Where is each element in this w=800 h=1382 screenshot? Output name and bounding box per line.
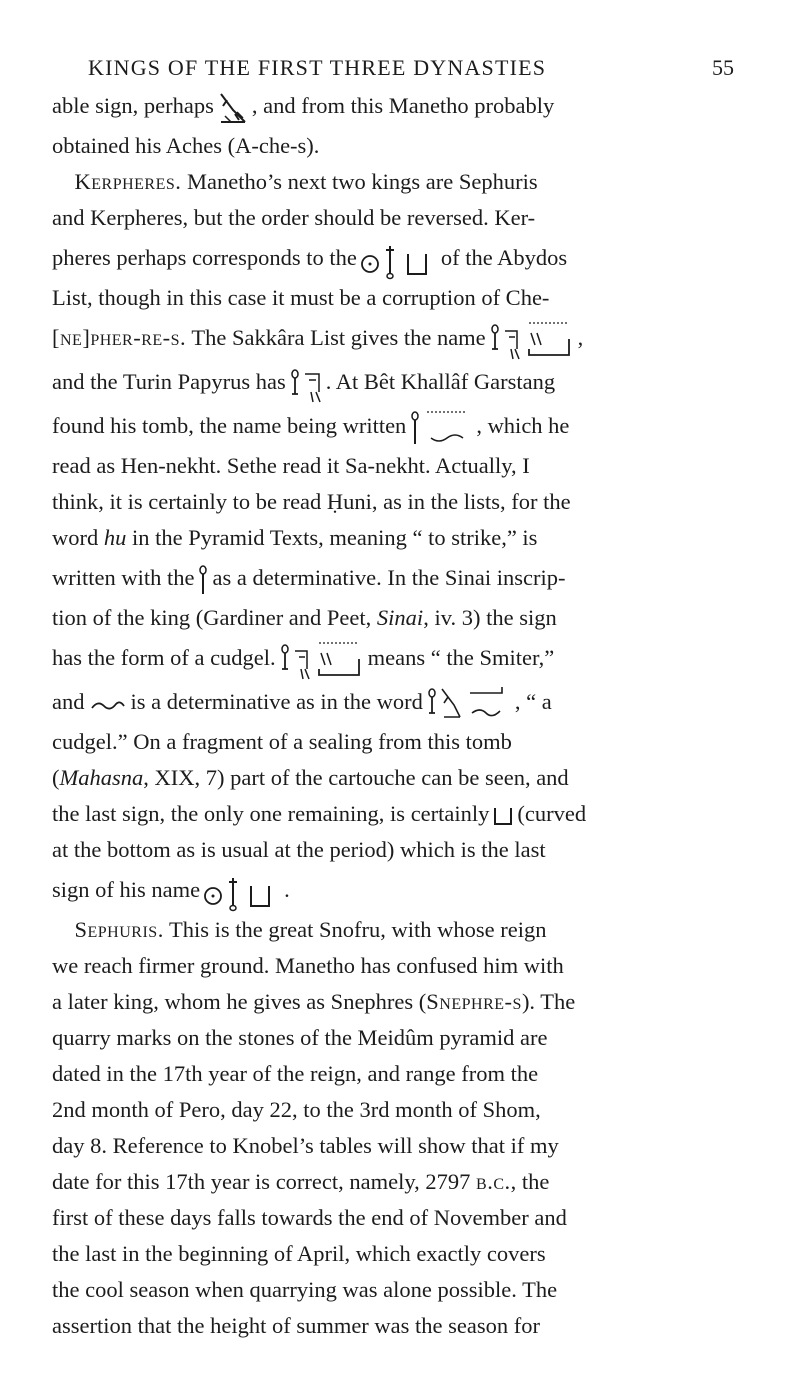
text-run: The Sakkâra List gives the name — [186, 325, 486, 350]
text-run: and — [52, 689, 85, 714]
text-run: we reach firmer ground. Manetho has confused him with — [52, 953, 564, 978]
text-run: , which he — [476, 413, 570, 438]
mace-water-group-icon — [409, 408, 473, 448]
text-run: ( — [52, 765, 60, 790]
text-run: the last in the beginning of April, which exactly covers — [52, 1241, 546, 1266]
text-run: word — [52, 525, 104, 550]
text-run: found his tomb, the name being written — [52, 413, 407, 438]
text-run: is a determinative as in the word — [130, 689, 423, 714]
text-run: and Kerpheres, but the order should be reversed. Ker- — [52, 205, 536, 230]
text-line — [52, 948, 738, 984]
text-line — [52, 1164, 738, 1200]
text-line — [52, 1236, 738, 1272]
text-run: hu — [103, 525, 127, 550]
text-line — [52, 680, 738, 724]
text-run: [ne]pher-re-s. — [52, 325, 187, 350]
sakkara-name-group-icon — [489, 319, 575, 361]
text-run: Mahasna — [59, 765, 144, 790]
text-run: b.c. — [476, 1169, 511, 1194]
text-run: as a determinative. In the Sinai inscrip- — [212, 565, 566, 590]
ka-arms-sign-icon — [217, 90, 249, 126]
text-line — [52, 84, 738, 128]
text-line — [52, 760, 738, 796]
text-line — [52, 360, 738, 404]
text-line — [52, 484, 738, 520]
text-line — [52, 556, 738, 600]
text-run: and the Turin Papyrus has — [52, 369, 286, 394]
text-line — [52, 128, 738, 164]
text-run: read as Hen-nekht. Sethe read it Sa-nekht. Actually, I — [52, 453, 530, 478]
text-line — [52, 404, 738, 448]
text-line — [52, 1092, 738, 1128]
text-run: 2nd month of Pero, day 22, to the 3rd month of Shom, — [52, 1097, 541, 1122]
text-line — [52, 1020, 738, 1056]
text-line — [52, 316, 738, 360]
text-line — [52, 200, 738, 236]
text-run: the last sign, the only one remaining, is certainly — [52, 801, 490, 826]
text-run: cudgel.” On a fragment of a sealing from this tomb — [52, 729, 512, 754]
text-line — [52, 448, 738, 484]
text-run: at the bottom as is usual at the period) which is the last — [52, 837, 546, 862]
text-line — [52, 236, 738, 280]
text-line — [52, 1200, 738, 1236]
text-run: tion of the king (Gardiner and Peet, — [52, 605, 377, 630]
text-run: , iv. 3) the sign — [423, 605, 557, 630]
section-heading: Kerpheres. — [74, 169, 182, 194]
text-run: pheres perhaps corresponds to the — [52, 245, 357, 270]
text-run: . — [284, 877, 290, 902]
sun-ankh-cartouche-end-icon — [360, 240, 438, 280]
text-run: Snephre-s — [426, 989, 522, 1014]
text-run: , — [577, 325, 584, 350]
text-run: day 8. Reference to Knobel’s tables will show that if my — [52, 1133, 559, 1158]
text-line — [52, 1308, 738, 1344]
text-run: This is the great Snofru, with whose reign — [163, 917, 547, 942]
turin-name-group-icon — [289, 364, 323, 404]
text-line — [52, 1128, 738, 1164]
text-run: of the Abydos — [440, 245, 568, 270]
text-run: Sinai — [376, 605, 424, 630]
text-run: assertion that the height of summer was the season for — [52, 1313, 541, 1338]
text-line — [52, 1272, 738, 1308]
text-run: the cool season when quarrying was alone possible. The — [52, 1277, 558, 1302]
section-heading: Sephuris. — [74, 917, 164, 942]
text-line — [52, 1056, 738, 1092]
text-line — [52, 600, 738, 636]
text-line — [52, 520, 738, 556]
running-title: KINGS OF THE FIRST THREE DYNASTIES — [88, 55, 547, 80]
text-line — [52, 636, 738, 680]
text-run: dated in the 17th year of the reign, and range from the — [52, 1061, 539, 1086]
text-run: , XIX, 7) part of the cartouche can be seen, and — [143, 765, 569, 790]
text-run: first of these days falls towards the end of November and — [52, 1205, 567, 1230]
text-run: List, though in this case it must be a corruption of Che- — [52, 285, 550, 310]
text-run: obtained his Aches (A-che-s). — [52, 133, 320, 158]
text-run: (curved — [517, 801, 587, 826]
text-line — [52, 280, 738, 316]
text-run: date for this 17th year is correct, namely, 2797 — [52, 1169, 477, 1194]
body-text — [52, 84, 738, 1344]
text-run: , the — [510, 1169, 550, 1194]
text-run: , “ a — [514, 689, 552, 714]
text-run: ). The — [521, 989, 576, 1014]
text-run: able sign, perhaps — [52, 93, 214, 118]
text-run: means “ the Smiter,” — [367, 645, 555, 670]
text-run: Manetho’s next two kings are Sephuris — [181, 169, 538, 194]
text-run: sign of his name — [52, 877, 201, 902]
text-run: . At Bêt Khallâf Garstang — [325, 369, 556, 394]
text-line — [52, 164, 738, 200]
text-line — [52, 868, 738, 912]
page-number: 55 — [712, 55, 734, 80]
cudgel-sign-icon — [88, 694, 128, 714]
text-line — [52, 832, 738, 868]
text-line — [52, 796, 738, 832]
text-run: in the Pyramid Texts, meaning “ to strike,” is — [126, 525, 538, 550]
text-run: , and from this Manetho probably — [251, 93, 555, 118]
text-run: quarry marks on the stones of the Meidûm pyramid are — [52, 1025, 548, 1050]
sun-ankh-cartouche-end-icon — [203, 872, 281, 912]
smiter-group-icon — [279, 639, 365, 681]
text-line — [52, 724, 738, 760]
text-run: has the form of a cudgel. — [52, 645, 276, 670]
cudgel-word-group-icon — [426, 683, 512, 725]
text-run: written with the — [52, 565, 195, 590]
text-line — [52, 984, 738, 1020]
cartouche-end-sign-icon — [492, 804, 514, 828]
text-run: think, it is certainly to be read Ḥuni, as in the lists, for the — [52, 489, 571, 514]
text-line — [52, 912, 738, 948]
mace-sign-icon — [197, 562, 209, 598]
text-run: a later king, whom he gives as Snephres ( — [52, 989, 427, 1014]
